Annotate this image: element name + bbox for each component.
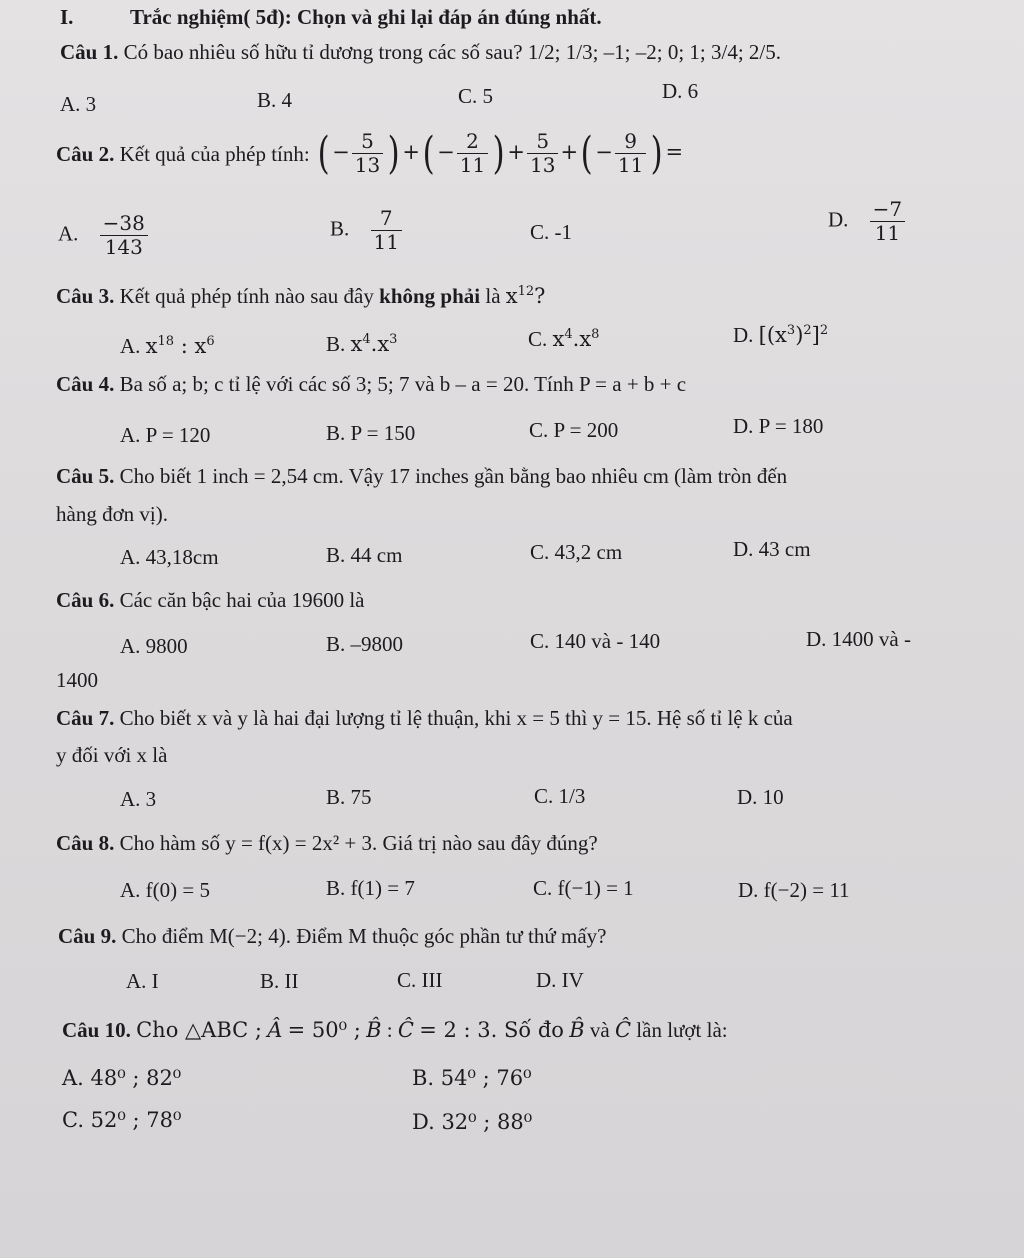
fraction-numerator: 5 bbox=[352, 130, 383, 154]
q8-option-b: B. f(1) = 7 bbox=[326, 876, 415, 900]
q3-option-d: D. $[(x^3)^2]^2$ bbox=[733, 323, 829, 347]
q9-option-d: D. IV bbox=[536, 968, 584, 992]
question-5 bbox=[56, 464, 787, 488]
q2-option-c: C. -1 bbox=[530, 220, 572, 244]
question-label: Câu 1. bbox=[60, 40, 119, 64]
q3-option-b: B. $x^4.x^3$ bbox=[326, 332, 398, 356]
q6-option-d-continued: 1400 bbox=[56, 668, 98, 692]
fraction-denominator: 11 bbox=[874, 221, 901, 245]
q1-option-d: D. 6 bbox=[662, 79, 699, 103]
q6-option-a: A. 9800 bbox=[120, 634, 188, 658]
question-7-line-2: y đối với x là bbox=[56, 743, 168, 767]
q3-option-c: C. $x^4.x^8$ bbox=[528, 327, 600, 351]
q7-option-c: C. 1/3 bbox=[534, 784, 586, 808]
q1-option-a: A. 3 bbox=[60, 92, 97, 116]
fraction-denominator: 11 bbox=[459, 153, 486, 177]
question-text: = 2 : 3. Số đo bbox=[419, 1018, 564, 1042]
question-label: Câu 7. bbox=[56, 706, 115, 730]
q9-option-c: C. III bbox=[397, 968, 443, 992]
q6-option-d: D. 1400 và - bbox=[806, 627, 911, 651]
option-letter: C. bbox=[528, 327, 548, 351]
fraction-denominator: 13 bbox=[530, 153, 556, 177]
option-letter: B. bbox=[330, 216, 350, 241]
question-text-tail: là bbox=[485, 284, 501, 308]
question-text: Kết quả của phép tính: bbox=[119, 142, 310, 167]
q7-option-b: B. 75 bbox=[326, 785, 372, 809]
angle-a: Â bbox=[267, 1018, 283, 1042]
question-text: Kết quả phép tính nào sau đây bbox=[119, 284, 374, 308]
question-9 bbox=[58, 924, 606, 948]
question-1 bbox=[60, 40, 781, 64]
q4-option-a: A. P = 120 bbox=[120, 423, 211, 447]
q5-option-b: B. 44 cm bbox=[326, 543, 403, 567]
fraction-numerator: 5 bbox=[527, 130, 558, 154]
question-text: Cho biết 1 inch = 2,54 cm. Vậy 17 inches gần bằng bao nhiêu cm (làm tròn đến bbox=[119, 464, 788, 488]
q1-option-c: C. 5 bbox=[458, 84, 494, 108]
question-8 bbox=[56, 831, 598, 855]
question-text: Cho hàm số y = f(x) = 2x² + 3. Giá trị nào sau đây đúng? bbox=[119, 831, 598, 855]
question-text: lần lượt là: bbox=[636, 1018, 728, 1042]
fraction-numerator: −38 bbox=[100, 212, 148, 236]
q8-option-c: C. f(−1) = 1 bbox=[533, 876, 634, 900]
option-letter: A. bbox=[58, 221, 79, 246]
question-text: Có bao nhiêu số hữu tỉ dương trong các số sau? 1/2; 1/3; –1; –2; 0; 1; 3/4; 2/5. bbox=[123, 40, 782, 64]
q10-option-c: C. 52⁰ ; 78⁰ bbox=[62, 1108, 182, 1132]
question-label: Câu 4. bbox=[56, 372, 115, 396]
q8-option-d: D. f(−2) = 11 bbox=[738, 878, 850, 902]
fraction-denominator: 11 bbox=[617, 153, 644, 177]
section-heading: Trắc nghiệm( 5đ): Chọn và ghi lại đáp án đúng nhất. bbox=[130, 5, 602, 29]
q10-option-a: A. 48⁰ ; 82⁰ bbox=[62, 1066, 182, 1090]
q9-option-a: A. I bbox=[126, 969, 159, 993]
question-label: Câu 3. bbox=[56, 284, 115, 308]
question-text: Cho biết x và y là hai đại lượng tỉ lệ thuận, khi x = 5 thì y = 15. Hệ số tỉ lệ k của bbox=[114, 706, 793, 730]
question-label: Câu 5. bbox=[56, 464, 115, 488]
q4-option-c: C. P = 200 bbox=[529, 418, 619, 442]
question-3: Câu 3. Kết quả phép tính nào sau đây không phải là $x^{12}$? bbox=[56, 284, 546, 308]
option-letter: D. bbox=[828, 207, 849, 232]
option-letter: A. bbox=[120, 334, 141, 358]
question-4 bbox=[56, 372, 686, 396]
angle-b: B̂ bbox=[569, 1018, 585, 1042]
q2-option-b bbox=[330, 207, 404, 254]
fraction-denominator: 11 bbox=[373, 230, 399, 254]
fraction-denominator: 143 bbox=[104, 235, 143, 259]
q5-option-d: D. 43 cm bbox=[733, 537, 811, 561]
option-letter: D. bbox=[733, 323, 754, 347]
question-emphasis: không phải bbox=[379, 284, 481, 308]
question-text: Cho △ABC ; bbox=[136, 1018, 262, 1042]
q6-option-c: C. 140 và - 140 bbox=[530, 629, 661, 653]
q10-option-d: D. 32⁰ ; 88⁰ bbox=[412, 1110, 533, 1134]
q7-option-d: D. 10 bbox=[737, 785, 784, 809]
q5-option-c: C. 43,2 cm bbox=[530, 540, 623, 564]
question-10: Câu 10. Cho △ABC ; Â = 50⁰ ; B̂ : Ĉ = 2 : 3. Số đo B̂ và Ĉ lần lượt là: bbox=[62, 1018, 728, 1042]
option-letter: B. bbox=[326, 332, 346, 356]
fraction-numerator: 9 bbox=[615, 130, 646, 154]
q1-option-b: B. 4 bbox=[257, 88, 293, 112]
q6-option-b: B. –9800 bbox=[326, 632, 404, 656]
question-5-line-2: hàng đơn vị). bbox=[56, 502, 169, 526]
q9-option-b: B. II bbox=[260, 969, 299, 993]
q5-option-a: A. 43,18cm bbox=[120, 545, 219, 569]
question-6 bbox=[56, 588, 365, 612]
q2-expression: ( − $\frac{5}{13}$ ) +( − $\frac{2}{11}$ ) + $\frac{5}{13}$ +( − $\frac{9}{11}$ ) = bbox=[317, 127, 684, 179]
angle-c: Ĉ bbox=[614, 1018, 632, 1042]
q10-option-b: B. 54⁰ ; 76⁰ bbox=[412, 1066, 532, 1090]
q4-option-d: D. P = 180 bbox=[733, 414, 824, 438]
fraction-numerator: 7 bbox=[371, 207, 402, 231]
q7-option-a: A. 3 bbox=[120, 787, 157, 811]
q4-option-b: B. P = 150 bbox=[326, 421, 416, 445]
question-label: Câu 10. bbox=[62, 1018, 131, 1042]
question-7 bbox=[56, 706, 793, 730]
angle-c: Ĉ bbox=[397, 1018, 414, 1042]
angle-b: B̂ bbox=[366, 1018, 382, 1042]
fraction-numerator: 2 bbox=[457, 130, 488, 154]
question-text: Ba số a; b; c tỉ lệ với các số 3; 5; 7 và b – a = 20. Tính P = a + b + c bbox=[119, 372, 687, 396]
question-label: Câu 8. bbox=[56, 831, 115, 855]
section-number: I. bbox=[60, 5, 74, 29]
question-text: Các căn bậc hai của 19600 là bbox=[119, 588, 365, 612]
question-text: = 50⁰ ; bbox=[287, 1018, 361, 1042]
q2-option-a bbox=[58, 212, 150, 259]
fraction-denominator: 13 bbox=[354, 153, 381, 177]
question-label: Câu 6. bbox=[56, 588, 115, 612]
q3-option-a: A. $x^{18}$ : $x^6$ bbox=[120, 334, 215, 358]
question-text: Cho điểm M(−2; 4). Điểm M thuộc góc phần tư thứ mấy? bbox=[121, 924, 607, 948]
fraction-numerator: −7 bbox=[870, 198, 905, 222]
question-text: và bbox=[589, 1018, 610, 1042]
question-label: Câu 2. bbox=[56, 142, 115, 167]
question-2 bbox=[56, 127, 684, 186]
q2-option-d bbox=[828, 198, 907, 245]
question-label: Câu 9. bbox=[58, 924, 117, 948]
q8-option-a: A. f(0) = 5 bbox=[120, 878, 210, 902]
